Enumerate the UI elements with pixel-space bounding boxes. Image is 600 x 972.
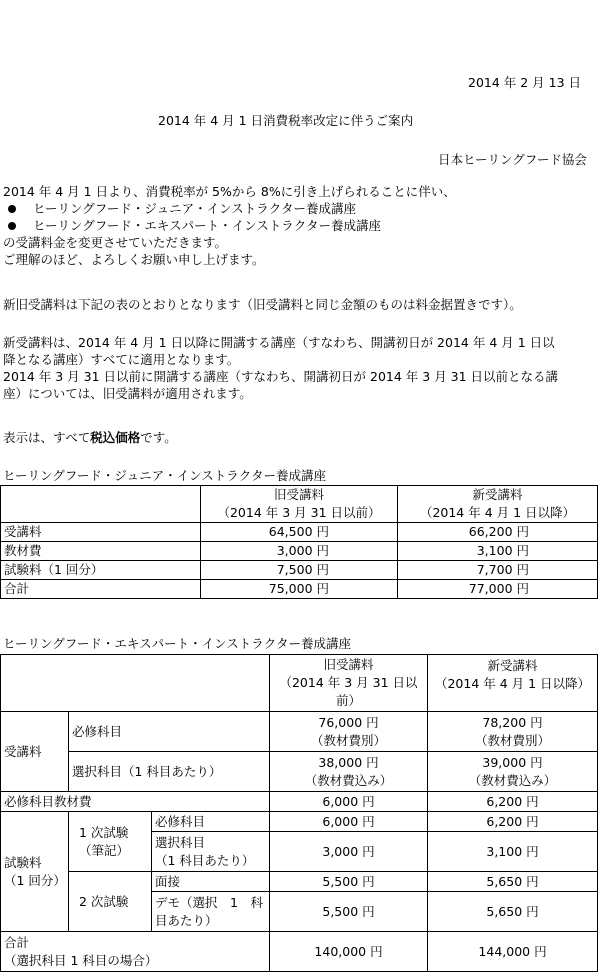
header-text: （2014 年 4 月 1 日以降） [434, 676, 591, 691]
tax-note [3, 430, 177, 447]
table-row [1, 542, 598, 561]
exam-label-text: 試験料 [4, 854, 42, 870]
junior-table-heading: ヒーリングフード・ジュニア・インストラクター養成講座 [3, 468, 327, 483]
new-fee-cell: 66,200 円 [398, 523, 598, 542]
new-fee-cell: 3,100 円 [398, 542, 598, 561]
table-row [1, 523, 598, 542]
document-title: 2014 年 4 月 1 日消費税率改定に伴うご案内 [158, 113, 414, 128]
header-text: （2014 年 4 月 1 日以降） [419, 505, 576, 520]
row-label: 受講料 [1, 523, 201, 542]
header-text: （2014 年 3 月 31 日以前） [217, 505, 381, 520]
old-fee-cell: 75,000 円 [201, 580, 398, 599]
row-label-text: 選択科目 [155, 834, 206, 850]
new-fee-cell: 5,650 円 [428, 872, 598, 892]
bullet-item [3, 201, 456, 218]
table-row [1, 872, 598, 892]
row-label: 試験料（1 回分） [1, 561, 201, 580]
row-label-text: 目あたり） [155, 912, 218, 928]
bullet-text: ヒーリングフード・エキスパート・インストラクター養成講座 [33, 217, 382, 233]
old-fee-cell: 7,500 円 [201, 561, 398, 580]
fee-amount: 38,000 円 [318, 754, 379, 770]
fee-note: （教材費込み） [304, 772, 393, 788]
header-text: 前） [336, 693, 362, 708]
fee-note: （教材費別） [475, 732, 551, 748]
bullet-icon [8, 222, 16, 230]
new-fee-cell: 7,700 円 [398, 561, 598, 580]
table-header-row [1, 486, 598, 523]
header-new-fee [398, 486, 598, 523]
old-fee-cell: 64,500 円 [201, 523, 398, 542]
header-text: 旧受講料 [273, 487, 324, 502]
paragraph-line: 2014 年 3 月 31 日以前に開講する講座（すなわち、開講初日が 2014 年 3 月 31 日以前となる講 [3, 368, 559, 384]
old-fee-cell: 6,000 円 [270, 812, 428, 832]
old-fee-cell: 5,500 円 [270, 872, 428, 892]
new-fee-cell: 3,100 円 [428, 832, 598, 872]
tax-note-emphasis: 税込価格 [90, 430, 141, 445]
table-row [1, 792, 598, 812]
header-blank-cell [1, 655, 270, 712]
row-label: 教材費 [1, 542, 201, 561]
table-intro-paragraph: 新旧受講料は下記の表のとおりとなります（旧受講料と同じ金額のものは料金据置きです）。 [3, 297, 522, 312]
exam-group-label [1, 812, 69, 932]
document-date: 2014 年 2 月 13 日 [468, 75, 582, 90]
new-fee-cell: 144,000 円 [428, 932, 598, 972]
row-label: 面接 [152, 872, 270, 892]
fee-group-label: 受講料 [1, 712, 69, 792]
fee-amount: 76,000 円 [318, 714, 379, 730]
paragraph-line: 座）については、旧受講料が適用されます。 [3, 385, 252, 401]
paragraph-line: 新受講料は、2014 年 4 月 1 日以降に開講する講座（すなわち、開講初日が 2014 年 4 月 1 日以 [3, 335, 555, 350]
row-label: 必修科目 [152, 812, 270, 832]
exam1-text: （筆記） [79, 842, 130, 858]
table-row [1, 932, 598, 972]
table-row [1, 752, 598, 792]
fee-amount: 39,000 円 [482, 754, 543, 770]
old-fee-cell: 3,000 円 [201, 542, 398, 561]
header-old-fee [270, 655, 428, 712]
old-fee-cell [270, 712, 428, 752]
row-label: 選択科目（1 科目あたり） [69, 752, 270, 792]
exam2-label: 2 次試験 [69, 872, 152, 932]
row-label: 必修科目教材費 [1, 792, 270, 812]
total-label-text: 合計 [4, 934, 30, 950]
new-fee-cell: 6,200 円 [428, 812, 598, 832]
header-new-fee [428, 655, 598, 712]
exam1-text: 1 次試験 [79, 824, 129, 840]
intro-paragraph [3, 184, 456, 268]
fee-amount: 78,200 円 [482, 714, 543, 730]
exam-label-text: （1 回分） [4, 872, 66, 888]
header-text: 新受講料 [472, 487, 523, 502]
intro-line: 2014 年 4 月 1 日より、消費税率が 5%から 8%に引き上げられることに伴い、 [3, 184, 456, 199]
new-fee-cell [428, 752, 598, 792]
row-label [152, 892, 270, 932]
expert-fee-table [0, 654, 598, 972]
fee-note: （教材費別） [311, 732, 387, 748]
applicability-paragraph [3, 335, 558, 403]
total-label-text: （選択科目 1 科目の場合） [4, 952, 158, 968]
exam1-label [69, 812, 152, 872]
row-label [152, 832, 270, 872]
new-fee-cell: 6,200 円 [428, 792, 598, 812]
paragraph-line: 降となる講座）すべてに適用となります。 [3, 351, 240, 367]
new-fee-cell: 77,000 円 [398, 580, 598, 599]
old-fee-cell: 140,000 円 [270, 932, 428, 972]
row-label: 必修科目 [69, 712, 270, 752]
header-text: （2014 年 3 月 31 日以 [279, 675, 418, 690]
table-row [1, 580, 598, 599]
expert-table-heading: ヒーリングフード・エキスパート・インストラクター養成講座 [3, 636, 352, 651]
new-fee-cell [428, 712, 598, 752]
header-text: 新受講料 [487, 658, 538, 673]
old-fee-cell: 5,500 円 [270, 892, 428, 932]
tax-note-prefix: 表示は、すべて [3, 430, 91, 445]
old-fee-cell: 3,000 円 [270, 832, 428, 872]
fee-note: （教材費込み） [468, 772, 557, 788]
row-label-text: デモ（選択 1 科 [155, 894, 263, 910]
new-fee-cell: 5,650 円 [428, 892, 598, 932]
tax-note-suffix: です。 [140, 430, 177, 445]
bullet-item [3, 218, 456, 235]
intro-line: ご理解のほど、よろしくお願い申し上げます。 [3, 251, 265, 267]
row-label: 合計 [1, 580, 201, 599]
total-label [1, 932, 270, 972]
row-label-text: （1 科目あたり） [155, 852, 255, 868]
bullet-icon [8, 205, 16, 213]
table-row [1, 561, 598, 580]
intro-line: の受講料金を変更させていただきます。 [3, 234, 228, 250]
header-old-fee [201, 486, 398, 523]
old-fee-cell: 6,000 円 [270, 792, 428, 812]
table-row [1, 712, 598, 752]
junior-fee-table [0, 485, 598, 599]
header-text: 旧受講料 [323, 657, 374, 672]
bullet-text: ヒーリングフード・ジュニア・インストラクター養成講座 [33, 200, 357, 216]
table-header-row [1, 655, 598, 712]
old-fee-cell [270, 752, 428, 792]
issuer-name: 日本ヒーリングフード協会 [438, 152, 587, 167]
header-blank-cell [1, 486, 201, 523]
table-row [1, 812, 598, 832]
